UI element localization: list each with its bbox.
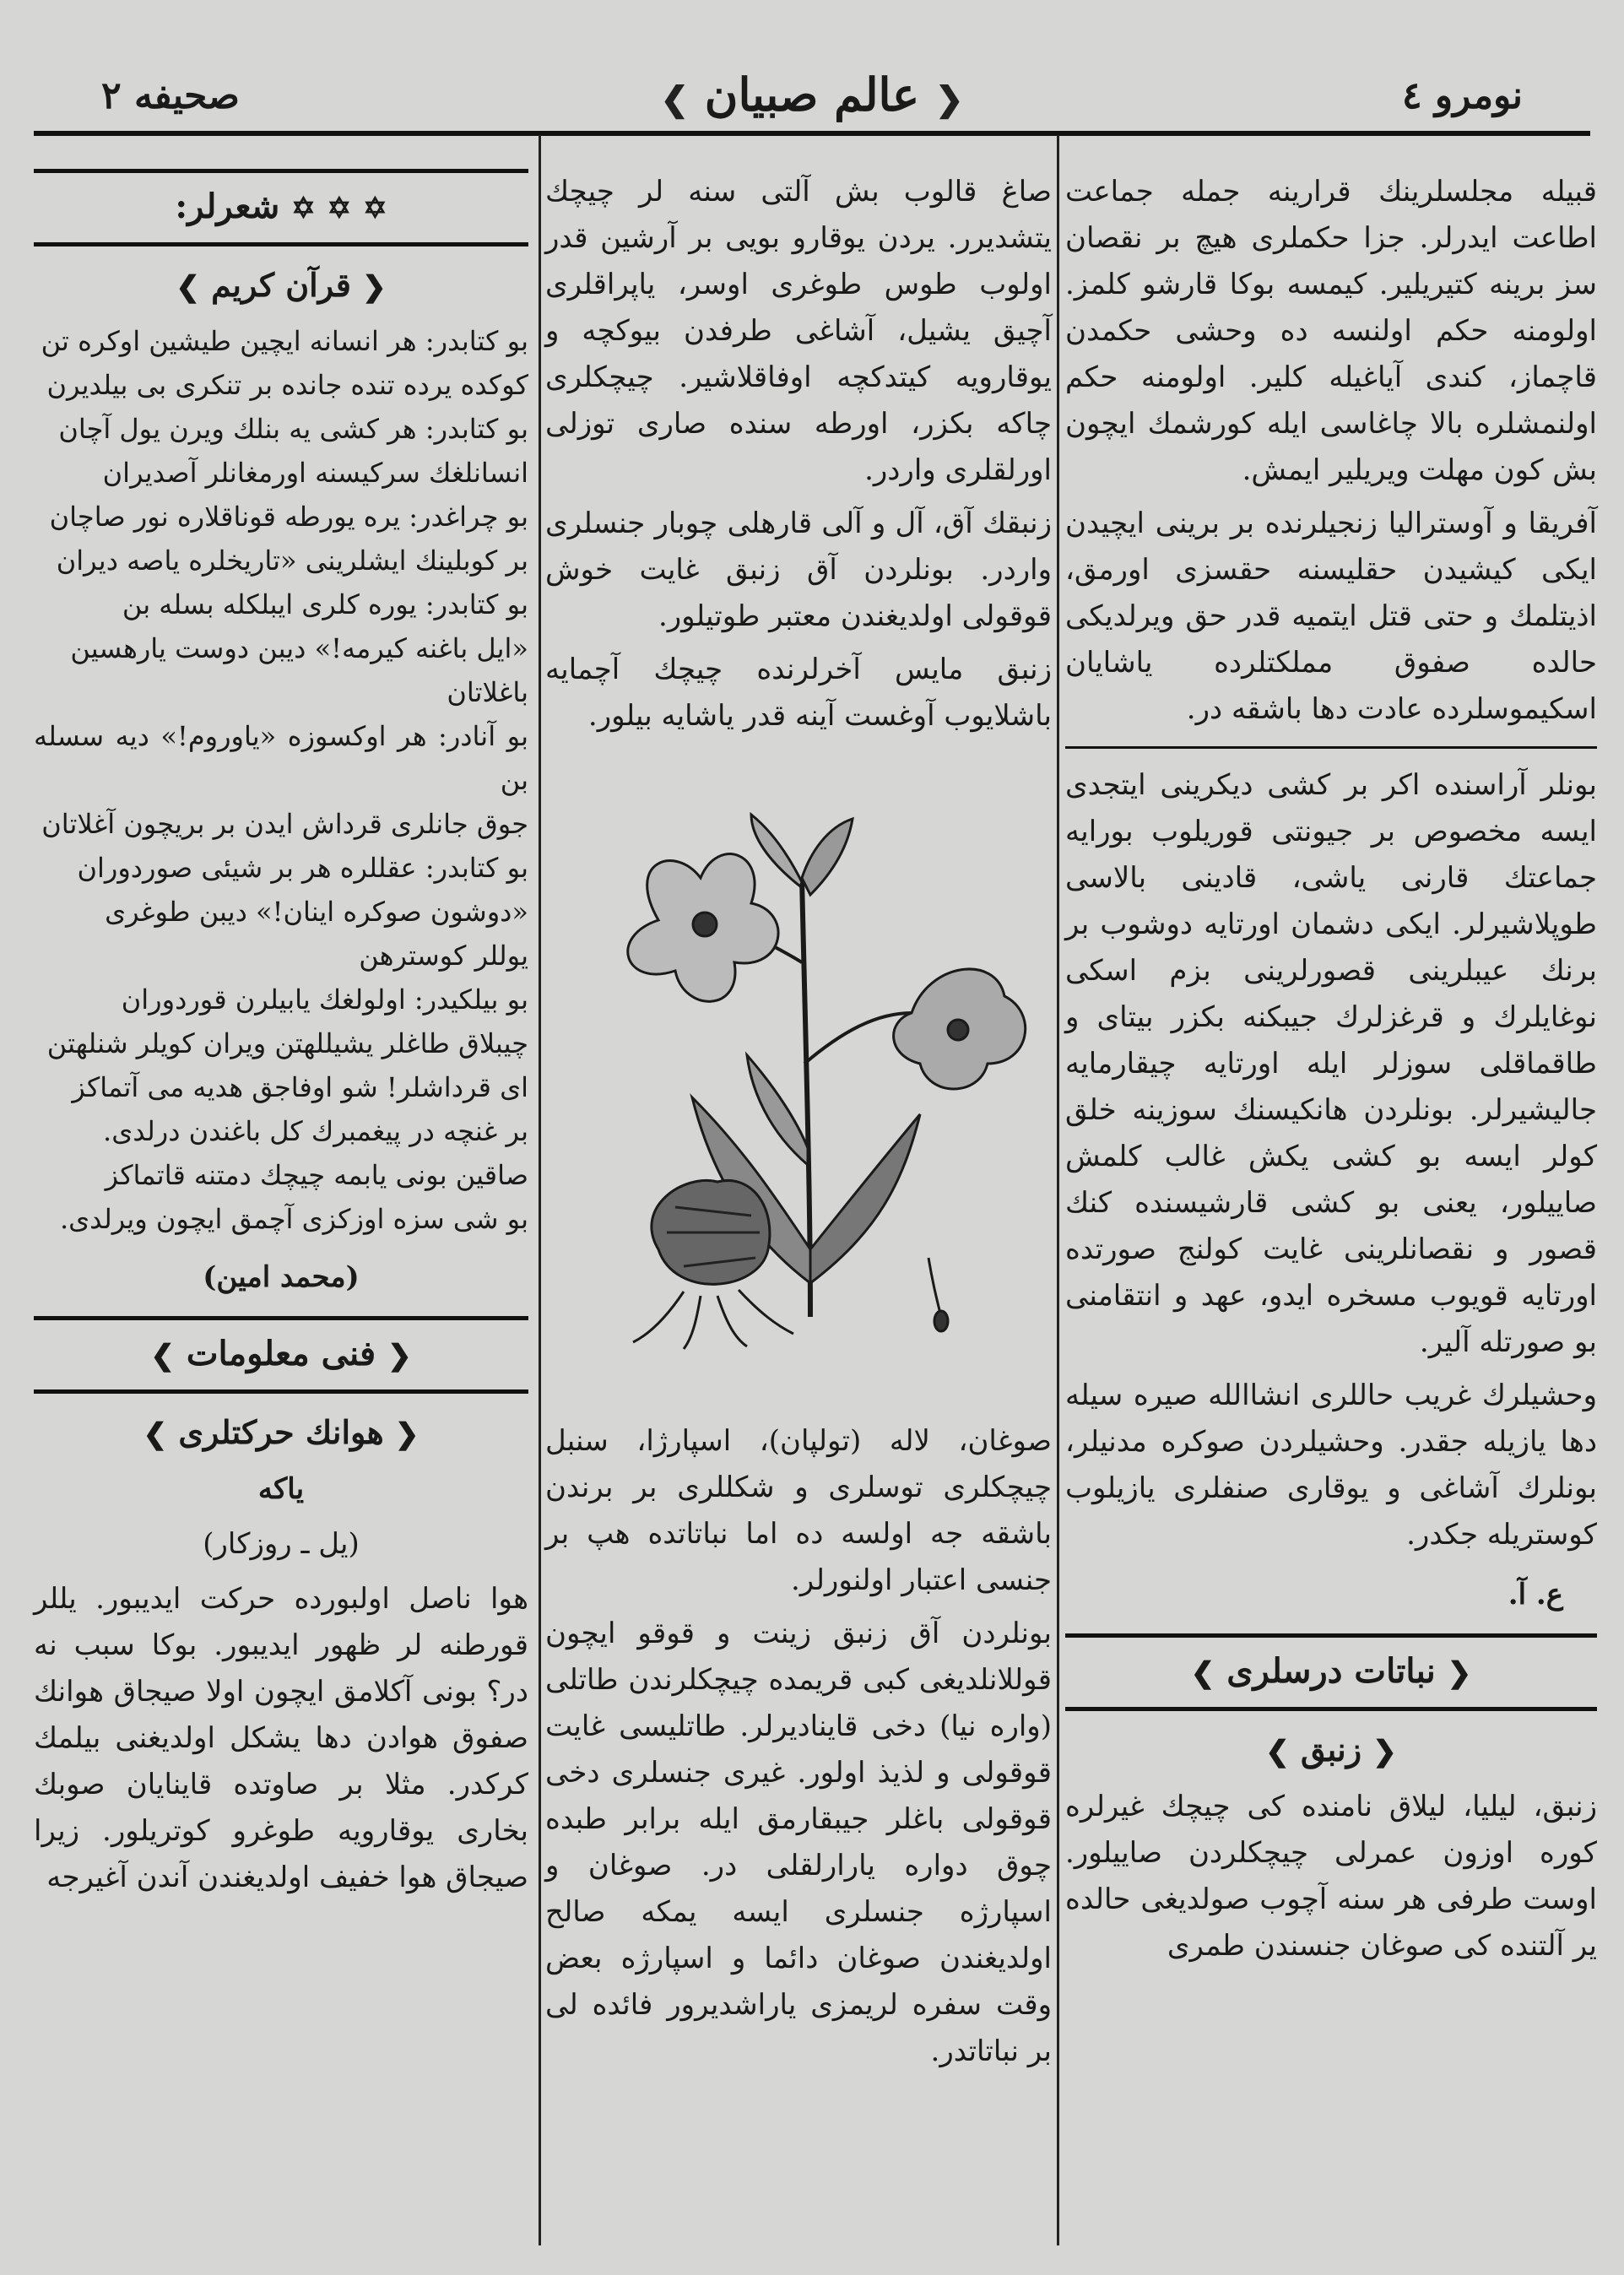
poem-line: چیبلاق طاغلر یشیللهتن ویران كویلر شنلهتن bbox=[46, 1027, 528, 1059]
sub-sub-title-paren: (یل ـ روزكار) bbox=[203, 1527, 360, 1561]
ornament-icon: ❮ bbox=[1372, 1735, 1397, 1769]
sub-title-air-motion bbox=[34, 1409, 528, 1458]
sub-title-lily bbox=[1065, 1726, 1597, 1775]
article-paragraph: صاغ قالوب بش آلتی سنه لر چیچك یتشدیرر. یردن یوقارو بویی بر آرشین قدر اولوب طوس طوغری اوسر، یاپراقلری آچیق یشیل، آشاغی طرفدن بیوكچه و یوقارویه كیتدكچه اوفاقلاشیر. چیچكلری چاكه بكزر، اورطه سنده صاری توزلی اورلقلری واردر. bbox=[545, 175, 1052, 487]
ornament-icon: ❮ bbox=[362, 270, 387, 304]
lily-illustration bbox=[557, 810, 1047, 1351]
poem-line: انسانلغك سركیسنه اورمغانلر آصدیران bbox=[102, 457, 528, 489]
masthead-rule bbox=[34, 131, 1590, 136]
page-number-label: صحیفه ۲ bbox=[101, 74, 240, 117]
ornament-icon: ❯ bbox=[660, 79, 689, 119]
poem-line: صاقین بونی یابمه چیچك دمتنه قاتماكز bbox=[105, 1159, 528, 1191]
article-signature: ع. آ. bbox=[1508, 1578, 1563, 1611]
star-icon: ✡ bbox=[327, 192, 352, 225]
ornament-icon: ❯ bbox=[1265, 1735, 1290, 1769]
article-paragraph: بونلر آراسنده اكر بر كشی دیكرینی ایتجدی ایسه مخصوص بر جیونتی قوریلوب بورایه جماعتك قارنی یاشی، قادینی بالاسی طوپلاشیرلر. ایكی دشمان اورتایه دوشوب بر برنك عیبلرینی قصورلرینی بزم اسكی نوغایلرك و قرغزلرك جیبكنه بكزر بیتای و طاقماقلی سوزلر ایله اورتایه چیقارمایه جالیشیرلر. بونلردن هانكیسنك سوزینه خلق كولر ایسه بو كشی یكش غالب كلمش صاییلور، یعنی بو كشی قارشیسنده كنك قصور و نقصانلرینی غایت كولنج صورتده اورتایه قویوب مسخره ایدو، عهد و انتقامنی بو صورتله آلیر. bbox=[1065, 768, 1597, 1359]
ornament-icon: ❯ bbox=[176, 270, 200, 304]
poem-line: بر غنچه در پیغمبرك كل باغندن درلدی. bbox=[103, 1115, 528, 1147]
column-divider bbox=[1057, 135, 1059, 2245]
poem-line: جوق جانلری قرداش ایدن بر بریچون آغلاتان bbox=[41, 808, 528, 840]
paragraph-divider bbox=[1065, 746, 1597, 749]
section-title-botany bbox=[1065, 1633, 1597, 1711]
poem-line: بو كتابدر: عقللره هر بر شیئی صوردوران bbox=[77, 852, 528, 884]
poem-line: «ایل باغنه كیرمه!» دیبن دوست یارهسین bbox=[70, 632, 528, 664]
ornament-icon: ❮ bbox=[935, 79, 964, 119]
poem-line: بو كتابدر: هر كشی یه بنلك ویرن یول آچان bbox=[58, 413, 528, 445]
lily-bud bbox=[802, 819, 853, 895]
poem-line: بو آنادر: هر اوكسوزه «یاوروم!» دیه سسله بن bbox=[34, 720, 528, 796]
article-paragraph: زنبق، لیلیا، لیلاق نامنده كی چیچك غیرلره كوره اوزون عمرلی چیچكلردن صاییلور. اوست طرفی هر سنه آچوب صولدیغی حالده یر آلتنده كی صوغان جنسندن طمری bbox=[1065, 1790, 1597, 1963]
section-title-poems bbox=[34, 169, 528, 246]
newspaper-title-text: عالم صبیان bbox=[704, 68, 920, 122]
article-paragraph: بونلردن آق زنبق زینت و قوقو ایچون قوللانلدیغی كبی قریمده چیچكلرندن طاتلی (واره نیا) دخی قاینادیرلر. طاتلیسی غایت قوقولی و لذیذ اولور. غیری جنسلری دخی قوقولی باغلر جیبقارمق ایله برابر طبده چوق دواره یارارلقلی در. صوغان و اسپارژه جنسلری ایسه یمكه صالح اولدیغندن صوغان دائما و اسپارژه بعض وقت سفره لریمزی یاراشدیرور فائده لی بر نباتاتدر. bbox=[545, 1617, 1052, 2068]
poem-title-text: قرآن كریم bbox=[211, 266, 351, 304]
poem-line: كوكده یرده تنده جانده بر تنكری بی بیلدیرن bbox=[46, 369, 528, 401]
poem-title bbox=[34, 262, 528, 311]
section-title-text: فنی معلومات bbox=[186, 1334, 376, 1373]
sub-sub-title: یاكه bbox=[257, 1472, 305, 1506]
article-paragraph: آفریقا و آوستراليا زنجیلرنده بر برینی ایچیدن ایكی كیشیدن حقلیسنه حقسزی اورمق، اذیتلمك و حتی قتل ایتمیه قدر حق ویرلدیكی حالده صفوق مملكتلرده یاشایان اسكیموسلرده عادت دها باشقه در. bbox=[1065, 506, 1597, 726]
article-paragraph: وحشیلرك غریب حاللری انشاالله صیره سیله دها یازیله جقدر. وحشیلردن صوكره مدنیلر، بونلرك آشاغی و یوقاری صنفلری یازیلوب كوستریله جكدر. bbox=[1065, 1379, 1597, 1552]
flower-center bbox=[693, 913, 717, 936]
article-paragraph: قبیله مجلسلرینك قرارینه جمله جماعت اطاعت ایدرلر. جزا حكملری هیچ بر نقصان سز برینه كتیریلیر. كیمسه بوكا قارشو كلمز. اولومنه حكم اولنسه ده وحشی حكمدن قاچماز، كندی آیاغیله كلیر. اولومنه حكم اولنمشلره بالا چاغاسی ایله كورشمك ایچون بش كون مهلت ویریلیر ایمش. bbox=[1065, 175, 1597, 487]
ornament-icon: ❯ bbox=[143, 1417, 168, 1451]
newspaper-title bbox=[660, 68, 963, 122]
bulb-roots bbox=[633, 1290, 793, 1349]
masthead bbox=[34, 59, 1590, 152]
ornament-icon: ❮ bbox=[394, 1417, 420, 1451]
poem-line: بو بیلكیدر: اولولغك یابیلرن قوردوران bbox=[121, 983, 528, 1016]
lily-drawing bbox=[628, 815, 1026, 1349]
poem-line: ای قرداشلر! شو اوفاجق هدیه می آتماكز bbox=[72, 1071, 528, 1103]
article-paragraph: هوا ناصل اولبورده حركت ایدیبور. یللر قورطنه لر ظهور ایدیبور. بوكا سبب نه در؟ بونی آكلامق ایچون اولا صیجاق هوانك صفوق هوادن دها یشكل اولدیغنی بیلمك كركدر. مثلا بر صاوتده قاینایان صوبك بخاری یوقارویه طوغرو كوتریلور. زیرا صیجاق هوا خفیف اولدیغندن آندن آغیرجه bbox=[34, 1582, 528, 1894]
ornament-icon: ❮ bbox=[1447, 1656, 1472, 1690]
star-icon: ✡ bbox=[363, 192, 387, 225]
poem-line: باغلاتان bbox=[447, 676, 528, 708]
poem-line: یوللر كوسترهن bbox=[359, 940, 528, 972]
middle-column-lower bbox=[545, 1418, 1052, 2082]
issue-number-label: نومرو ٤ bbox=[1401, 74, 1523, 117]
lily-leaf bbox=[747, 1055, 808, 1165]
poem-line: بو چراغدر: یره یورطه قوناقلاره نور صاچان bbox=[49, 501, 528, 533]
sub-title-text: هوانك حركتلری bbox=[178, 1413, 384, 1451]
section-title-text: شعرلر: bbox=[175, 187, 280, 226]
ornament-icon: ❯ bbox=[150, 1339, 175, 1373]
poem-body bbox=[34, 319, 528, 1241]
middle-column bbox=[545, 169, 1052, 746]
poem-line: بو كتابدر: هر انسانه ایچین طیشین اوكره تن bbox=[41, 325, 528, 357]
section-title-text: نباتات درسلری bbox=[1226, 1651, 1436, 1691]
article-paragraph: زنبق مایس آخرلرنده چیچك آچمایه باشلایوب آوغست آینه قدر یاشایه بیلور. bbox=[545, 653, 1052, 733]
flower-center bbox=[948, 1020, 968, 1040]
left-column bbox=[34, 169, 528, 1908]
lily-stamen bbox=[928, 1258, 941, 1317]
ornament-icon: ❮ bbox=[387, 1339, 412, 1373]
poem-line: بو كتابدر: یوره كلری ایبلكله بسله بن bbox=[122, 588, 528, 620]
poem-line: بو شی سزه اوزكزی آچمق ایچون ویرلدی. bbox=[59, 1203, 528, 1235]
lily-leaf bbox=[810, 1114, 920, 1283]
sub-title-text: زنبق bbox=[1300, 1731, 1362, 1769]
ornament-icon: ❯ bbox=[1190, 1656, 1215, 1690]
star-icon: ✡ bbox=[291, 192, 316, 225]
poem-line: بر كوبلینك ایشلرینی «تاریخلره یاصه دیران bbox=[56, 544, 528, 577]
section-title-science bbox=[34, 1316, 528, 1394]
lily-bud bbox=[751, 815, 802, 886]
stamen-anther bbox=[934, 1311, 948, 1331]
poem-author: (محمد امین) bbox=[203, 1260, 360, 1294]
article-paragraph: زنبقك آق، آل و آلی قارهلی چوبار جنسلری واردر. بونلردن آق زنبق غایت خوش قوقولی اولدیغندن معتبر طوتیلور. bbox=[545, 506, 1052, 633]
poem-line: «دوشون صوكره اینان!» دیبن طوغری bbox=[105, 896, 528, 928]
right-column bbox=[1065, 169, 1597, 1976]
article-paragraph: صوغان، لاله (تولپان)، اسپارژا، سنبل چیچكلری توسلری و شكللری بر برندن باشقه جه اولسه ده اما نباتاتده هپ بر جنسی اعتبار اولنورلر. bbox=[545, 1424, 1052, 1597]
column-divider bbox=[539, 135, 541, 2245]
